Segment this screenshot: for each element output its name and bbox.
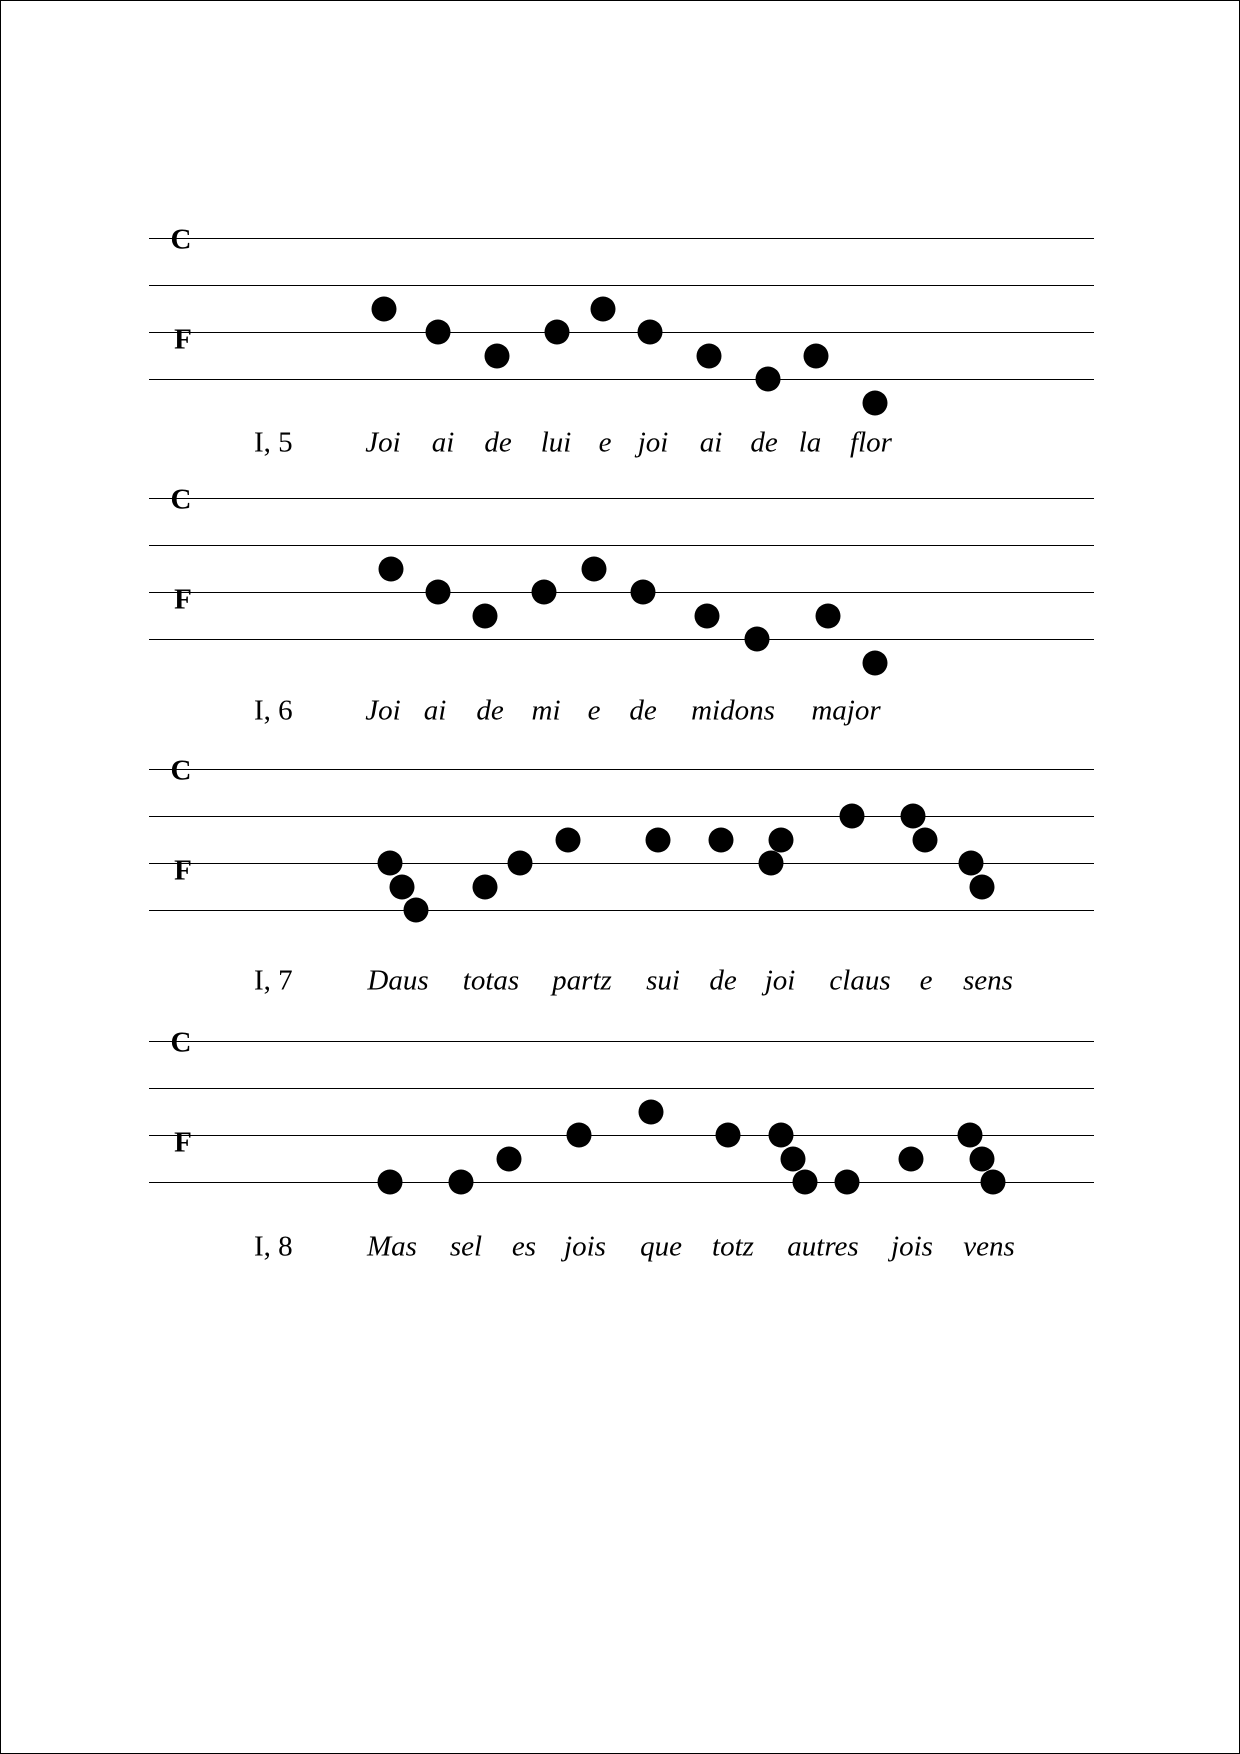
neume-note bbox=[545, 320, 570, 345]
neume-note bbox=[835, 1170, 860, 1195]
neume-note bbox=[646, 827, 671, 852]
staff-line bbox=[149, 863, 1094, 864]
neume-note bbox=[567, 1123, 592, 1148]
neume-note bbox=[793, 1170, 818, 1195]
neume-note bbox=[709, 827, 734, 852]
lyric-word: sens bbox=[963, 964, 1013, 997]
neume-note bbox=[390, 874, 415, 899]
neume-note bbox=[485, 343, 510, 368]
lyric-word: mi bbox=[531, 694, 561, 727]
lyric-word: Joi bbox=[365, 426, 401, 459]
f-clef: F bbox=[174, 583, 192, 616]
neume-note bbox=[899, 1146, 924, 1171]
neume-note bbox=[816, 603, 841, 628]
neume-note bbox=[378, 1170, 403, 1195]
lyric-word: joi bbox=[637, 426, 669, 459]
lyric-word: sel bbox=[449, 1230, 483, 1263]
lyric-word: major bbox=[811, 694, 881, 727]
neume-note bbox=[582, 556, 607, 581]
neume-note bbox=[426, 320, 451, 345]
lyric-word: e bbox=[919, 964, 933, 997]
neume-note bbox=[745, 627, 770, 652]
neume-note bbox=[759, 851, 784, 876]
neume-note bbox=[556, 827, 581, 852]
neume-note bbox=[756, 367, 781, 392]
f-clef: F bbox=[174, 854, 192, 887]
neume-note bbox=[863, 650, 888, 675]
lyric-word: sui bbox=[646, 964, 680, 997]
lyric-word: ai bbox=[431, 426, 455, 459]
verse-label: I, 7 bbox=[254, 964, 293, 997]
lyric-word: totas bbox=[462, 964, 520, 997]
staff-line bbox=[149, 639, 1094, 640]
staff-line bbox=[149, 816, 1094, 817]
staff-line bbox=[149, 498, 1094, 499]
lyric-word: la bbox=[798, 426, 822, 459]
lyric-word: de bbox=[476, 694, 504, 727]
lyric-word: vens bbox=[963, 1230, 1015, 1263]
f-clef: F bbox=[174, 323, 192, 356]
c-clef: C bbox=[170, 754, 192, 787]
lyric-word: midons bbox=[691, 694, 775, 727]
staff-line bbox=[149, 545, 1094, 546]
neume-note bbox=[426, 580, 451, 605]
staff-line bbox=[149, 1182, 1094, 1183]
neume-note bbox=[404, 898, 429, 923]
lyric-word: partz bbox=[552, 964, 612, 997]
neume-note bbox=[769, 827, 794, 852]
lyric-word: lui bbox=[540, 426, 572, 459]
verse-label: I, 5 bbox=[254, 426, 293, 459]
neume-note bbox=[716, 1123, 741, 1148]
f-clef: F bbox=[174, 1126, 192, 1159]
neume-note bbox=[804, 343, 829, 368]
neume-note bbox=[473, 603, 498, 628]
verse-label: I, 6 bbox=[254, 694, 293, 727]
lyric-word: jois bbox=[564, 1230, 606, 1263]
neume-note bbox=[638, 320, 663, 345]
lyric-word: de bbox=[750, 426, 778, 459]
lyric-word: Joi bbox=[365, 694, 401, 727]
lyric-word: Mas bbox=[367, 1230, 417, 1263]
lyric-word: de bbox=[484, 426, 512, 459]
lyric-word: flor bbox=[850, 426, 892, 459]
neume-note bbox=[639, 1099, 664, 1124]
c-clef: C bbox=[170, 223, 192, 256]
lyric-word: ai bbox=[699, 426, 723, 459]
staff-line bbox=[149, 592, 1094, 593]
lyric-word: que bbox=[640, 1230, 682, 1263]
verse-label: I, 8 bbox=[254, 1230, 293, 1263]
staff-line bbox=[149, 379, 1094, 380]
neume-note bbox=[901, 804, 926, 829]
neume-note bbox=[379, 556, 404, 581]
neume-note bbox=[508, 851, 533, 876]
lyric-word: es bbox=[511, 1230, 537, 1263]
lyric-word: de bbox=[629, 694, 657, 727]
staff-line bbox=[149, 1088, 1094, 1089]
lyric-word: jois bbox=[891, 1230, 933, 1263]
lyric-word: e bbox=[598, 426, 612, 459]
staff-line bbox=[149, 910, 1094, 911]
neume-note bbox=[532, 580, 557, 605]
neume-note bbox=[372, 296, 397, 321]
neume-note bbox=[631, 580, 656, 605]
neume-note bbox=[769, 1123, 794, 1148]
neume-note bbox=[959, 851, 984, 876]
lyric-word: e bbox=[587, 694, 601, 727]
c-clef: C bbox=[170, 483, 192, 516]
neume-note bbox=[449, 1170, 474, 1195]
neume-note bbox=[378, 851, 403, 876]
neume-note bbox=[970, 874, 995, 899]
neume-note bbox=[697, 343, 722, 368]
c-clef: C bbox=[170, 1026, 192, 1059]
neume-note bbox=[781, 1146, 806, 1171]
neume-note bbox=[958, 1123, 983, 1148]
staff-line bbox=[149, 285, 1094, 286]
lyric-word: totz bbox=[712, 1230, 754, 1263]
lyric-word: ai bbox=[423, 694, 447, 727]
neume-note bbox=[591, 296, 616, 321]
staff-line bbox=[149, 1135, 1094, 1136]
staff-line bbox=[149, 238, 1094, 239]
neume-note bbox=[497, 1146, 522, 1171]
neume-note bbox=[473, 874, 498, 899]
lyric-word: de bbox=[709, 964, 737, 997]
staff-line bbox=[149, 769, 1094, 770]
lyric-word: autres bbox=[787, 1230, 859, 1263]
neume-note bbox=[863, 390, 888, 415]
staff-line bbox=[149, 332, 1094, 333]
neume-note bbox=[913, 827, 938, 852]
neume-note bbox=[970, 1146, 995, 1171]
lyric-word: Daus bbox=[367, 964, 429, 997]
staff-line bbox=[149, 1041, 1094, 1042]
lyric-word: joi bbox=[764, 964, 796, 997]
lyric-word: claus bbox=[829, 964, 891, 997]
neume-note bbox=[695, 603, 720, 628]
neume-note bbox=[981, 1170, 1006, 1195]
neume-note bbox=[840, 804, 865, 829]
